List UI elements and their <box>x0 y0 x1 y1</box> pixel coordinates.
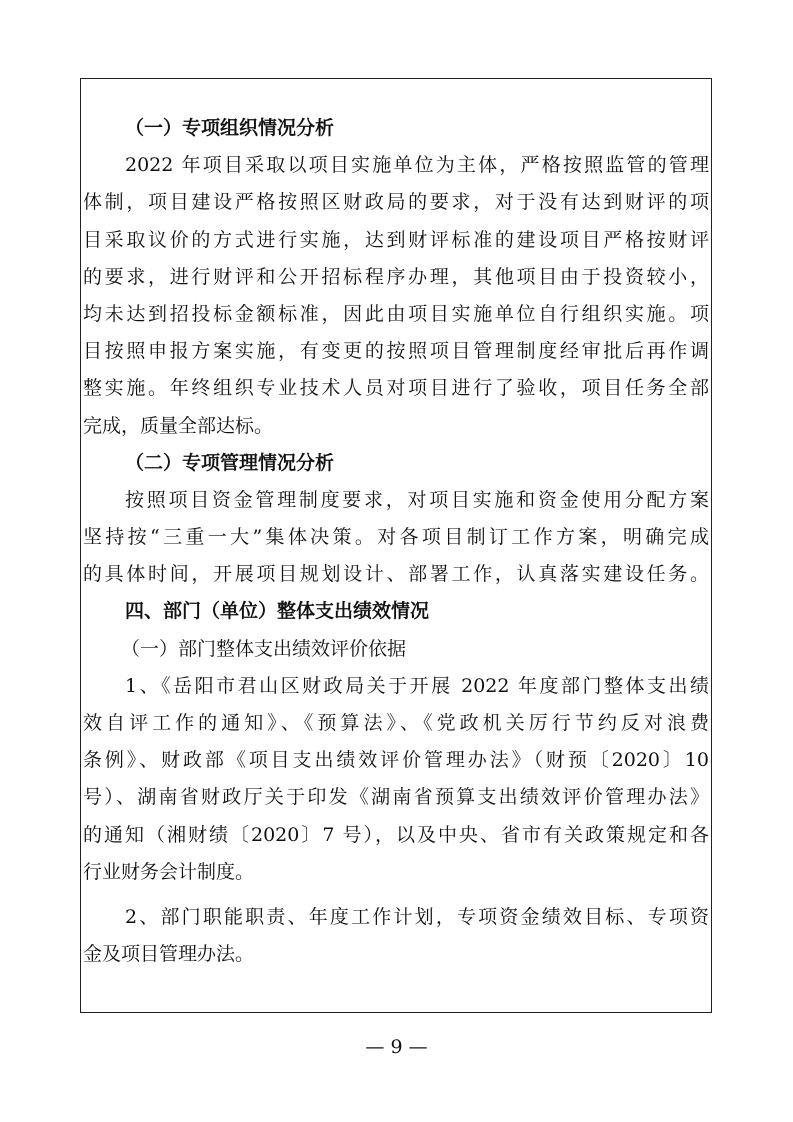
paragraph-gap <box>83 891 709 899</box>
sub-heading-evaluation-basis: （一）部门整体支出绩效评价依据 <box>121 637 407 660</box>
heading-special-management: （二）专项管理情况分析 <box>125 451 335 474</box>
paragraph-line: 条例》、财政部《项目支出绩效评价管理办法》（财预〔2020〕10 <box>83 749 709 772</box>
paragraph-line: 行业财务会计制度。 <box>83 860 255 883</box>
paragraph-line: 的具体时间，开展项目规划设计、部署工作，认真落实建设任务。 <box>83 563 709 586</box>
page-number: — 9 — <box>365 1036 428 1058</box>
paragraph-line: 均未达到招投标金额标准，因此由项目实施单位自行组织实施。项 <box>83 302 709 325</box>
paragraph-line: 号）、湖南省财政厅关于印发《湖南省预算支出绩效评价管理办法》 <box>83 786 709 809</box>
paragraph-line: 效自评工作的通知》、《预算法》、《党政机关厉行节约反对浪费 <box>83 712 709 734</box>
heading-overall-expenditure: 四、部门（单位）整体支出绩效情况 <box>125 600 430 623</box>
paragraph-line: 2022 年项目采取以项目实施单位为主体，严格按照监管的管理 <box>125 154 709 177</box>
paragraph-line: 目按照申报方案实施，有变更的按照项目管理制度经审批后再作调 <box>83 340 709 363</box>
paragraph-line: 目采取议价的方式进行实施，达到财评标准的建设项目严格按财评 <box>83 228 709 251</box>
paragraph-line: 坚持按“三重一大”集体决策。对各项目制订工作方案，明确完成 <box>83 526 709 549</box>
paragraph-line: 金及项目管理办法。 <box>83 943 255 966</box>
paragraph-line: 完成，质量全部达标。 <box>83 414 274 437</box>
heading-special-organization: （一）专项组织情况分析 <box>125 117 335 139</box>
paragraph-line: 整实施。年终组织专业技术人员对项目进行了验收，项目任务全部 <box>83 377 709 400</box>
paragraph-line: 2、部门职能职责、年度工作计划，专项资金绩效目标、专项资 <box>125 905 709 928</box>
document-body <box>83 110 709 973</box>
paragraph-line: 的要求，进行财评和公开招标程序办理，其他项目由于投资较小， <box>83 265 709 288</box>
paragraph-line: 按照项目资金管理制度要求，对项目实施和资金使用分配方案 <box>125 488 709 511</box>
paragraph-line: 的通知（湘财绩〔2020〕7 号），以及中央、省市有关政策规定和各 <box>83 823 709 846</box>
paragraph-line: 1、《岳阳市君山区财政局关于开展 2022 年度部门整体支出绩 <box>125 674 709 697</box>
paragraph-line: 体制，项目建设严格按照区财政局的要求，对于没有达到财评的项 <box>83 191 709 214</box>
